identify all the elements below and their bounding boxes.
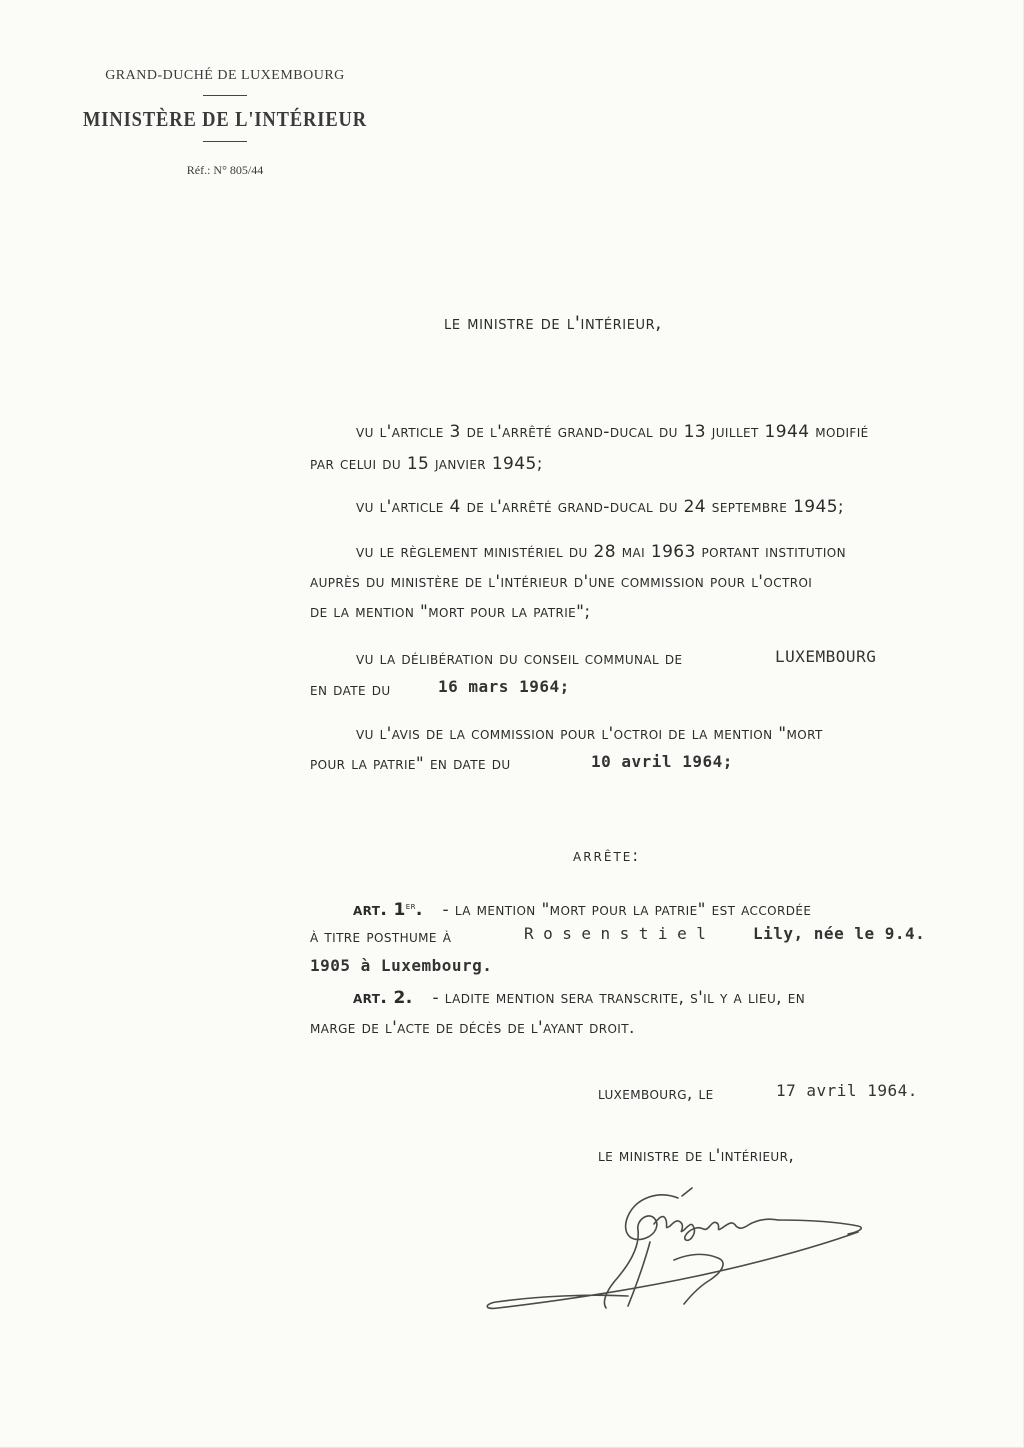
letterhead-ministry: MINISTÈRE DE L'INTÉRIEUR (82, 107, 368, 131)
letterhead (60, 66, 390, 178)
article-1-line-3: 1905 à Luxembourg. (310, 956, 493, 975)
letterhead-country: GRAND-DUCHÉ DE LUXEMBOURG (105, 68, 345, 83)
handwritten-signature (478, 1168, 878, 1328)
consideration-2-line-1: vu l'article 4 de l'arrêté grand-ducal du 24 septembre 1945; (356, 497, 845, 517)
person-surname: Rosenstiel (524, 924, 716, 943)
consideration-4-line-2: en date du (310, 680, 391, 700)
arrete-heading: arrête: (573, 846, 641, 866)
article-2-label: art. 2. (353, 988, 413, 1008)
article-1-label: art. 1 (353, 900, 406, 920)
closing-place: luxembourg, le (598, 1084, 714, 1104)
article-1-line-1 (353, 896, 811, 921)
consideration-1-line-2: par celui du 15 janvier 1945; (310, 454, 543, 474)
article-2-line-2: marge de l'acte de décès de l'ayant droit. (310, 1018, 635, 1038)
deliberation-date: 16 mars 1964; (438, 677, 570, 696)
consideration-1-line-1: vu l'article 3 de l'arrêté grand-ducal du 13 juillet 1944 modifié (356, 422, 869, 442)
letterhead-divider-top (203, 95, 247, 96)
consideration-5-line-2: pour la patrie" en date du (310, 754, 511, 774)
letterhead-divider-bottom (203, 141, 247, 142)
signatory-title: le ministre de l'intérieur, (598, 1146, 795, 1166)
document-heading: le ministre de l'intérieur, (444, 312, 662, 334)
article-1-superscript: er (405, 901, 416, 912)
consideration-3-line-3: de la mention "mort pour la patrie"; (310, 602, 591, 622)
article-2-line-1 (353, 987, 805, 1009)
article-1-text: - la mention "mort pour la patrie" est accordée (442, 900, 812, 920)
reference-number: Réf.: N° 805/44 (186, 163, 264, 177)
consideration-4-line-1: vu la délibération du conseil communal de (356, 649, 683, 669)
consideration-3-line-1: vu le règlement ministériel du 28 mai 1963 portant institution (356, 542, 846, 562)
article-1-dot: . (415, 900, 423, 920)
commune-name: LUXEMBOURG (775, 647, 877, 666)
closing-date: 17 avril 1964. (776, 1081, 918, 1100)
consideration-5-line-1: vu l'avis de la commission pour l'octroi de la mention "mort (356, 724, 823, 744)
article-2-text: - ladite mention sera transcrite, s'il y a lieu, en (432, 988, 806, 1008)
person-details: Lily, née le 9.4. (753, 924, 926, 943)
commission-opinion-date: 10 avril 1964; (591, 752, 733, 771)
article-1-line-2: à titre posthume à (310, 927, 452, 947)
consideration-3-line-2: auprès du ministère de l'intérieur d'une commission pour l'octroi (310, 572, 813, 592)
